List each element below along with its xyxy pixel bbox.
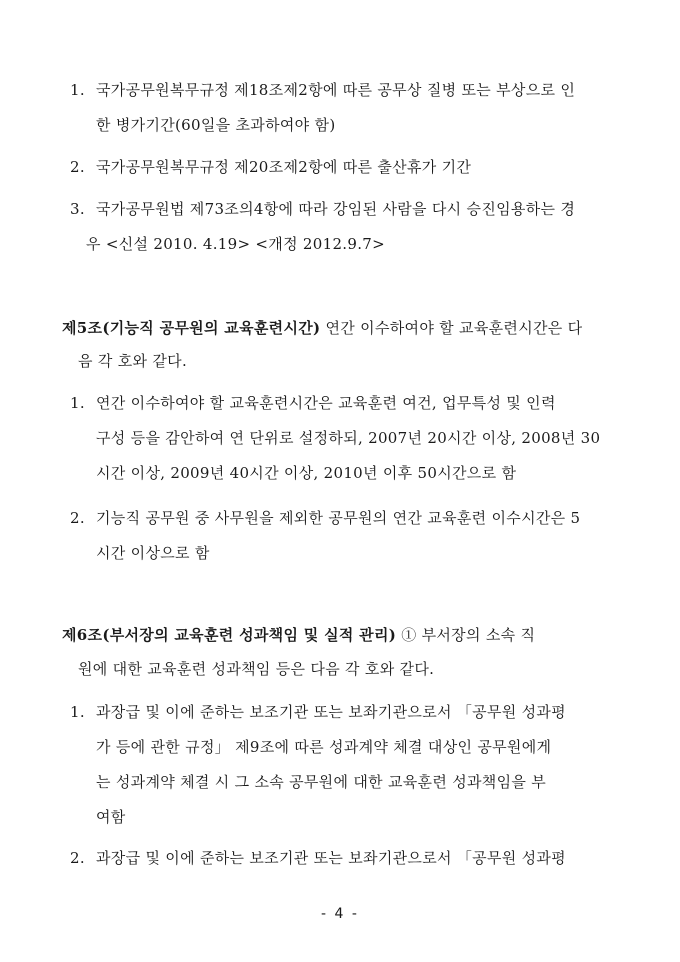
article-6-heading: 제6조(부서장의 교육훈련 성과책임 및 실적 관리) [62,626,397,644]
article-6-item-1-line-1: 과장급 및 이에 준하는 보조기관 또는 보좌기관으로서 「공무원 성과평 [96,703,566,721]
article-5-item-1-line-3: 시간 이상, 2009년 40시간 이상, 2010년 이후 50시간으로 함 [96,464,517,482]
article-5-item-1-line-2: 구성 등을 감안하여 연 단위로 설정하되, 2007년 20시간 이상, 2008년 30 [96,429,601,447]
list-item-2-number: 2. [70,158,85,176]
article-6-item-2-line-1: 과장급 및 이에 준하는 보조기관 또는 보좌기관으로서 「공무원 성과평 [96,849,566,867]
list-item-3-line-1: 국가공무원법 제73조의4항에 따라 강임된 사람을 다시 승진임용하는 경 [96,200,576,218]
list-item-3-number: 3. [70,200,85,218]
article-5-heading: 제5조(기능직 공무원의 교육훈련시간) [62,319,321,337]
article-6-item-1-line-3: 는 성과계약 체결 시 그 소속 공무원에 대한 교육훈련 성과책임을 부 [96,773,547,791]
list-item-1-line-1: 국가공무원복무규정 제18조제2항에 따른 공무상 질병 또는 부상으로 인 [96,81,576,99]
article-5-paragraph [62,318,582,338]
list-item-3-line-2: 우 <신설 2010. 4.19> <개정 2012.9.7> [86,235,386,253]
article-6-item-1-line-4: 여함 [96,808,126,826]
article-6-intro-cont: 원에 대한 교육훈련 성과책임 등은 다음 각 호와 같다. [78,660,435,678]
article-5-item-2-line-2: 시간 이상으로 함 [96,544,210,562]
article-5-item-1-number: 1. [70,394,85,412]
article-5-intro: 연간 이수하여야 할 교육훈련시간은 다 [320,319,583,337]
article-6-intro: ① 부서장의 소속 직 [396,626,536,644]
article-5-item-2-number: 2. [70,509,85,527]
article-6-item-1-number: 1. [70,703,85,721]
page-number: - 4 - [321,906,359,922]
list-item-1-line-2: 한 병가기간(60일을 초과하여야 함) [96,116,336,134]
article-6-item-2-number: 2. [70,849,85,867]
article-6-paragraph [62,625,535,645]
article-6-item-1-line-2: 가 등에 관한 규정」 제9조에 따른 성과계약 체결 대상인 공무원에게 [96,738,552,756]
article-5-intro-cont: 음 각 호와 같다. [78,352,188,370]
article-5-item-2-line-1: 기능직 공무원 중 사무원을 제외한 공무원의 연간 교육훈련 이수시간은 5 [96,509,581,527]
article-5-item-1-line-1: 연간 이수하여야 할 교육훈련시간은 교육훈련 여건, 업무특성 및 인력 [96,394,556,412]
list-item-1-number: 1. [70,81,85,99]
list-item-2-line-1: 국가공무원복무규정 제20조제2항에 따른 출산휴가 기간 [96,158,472,176]
